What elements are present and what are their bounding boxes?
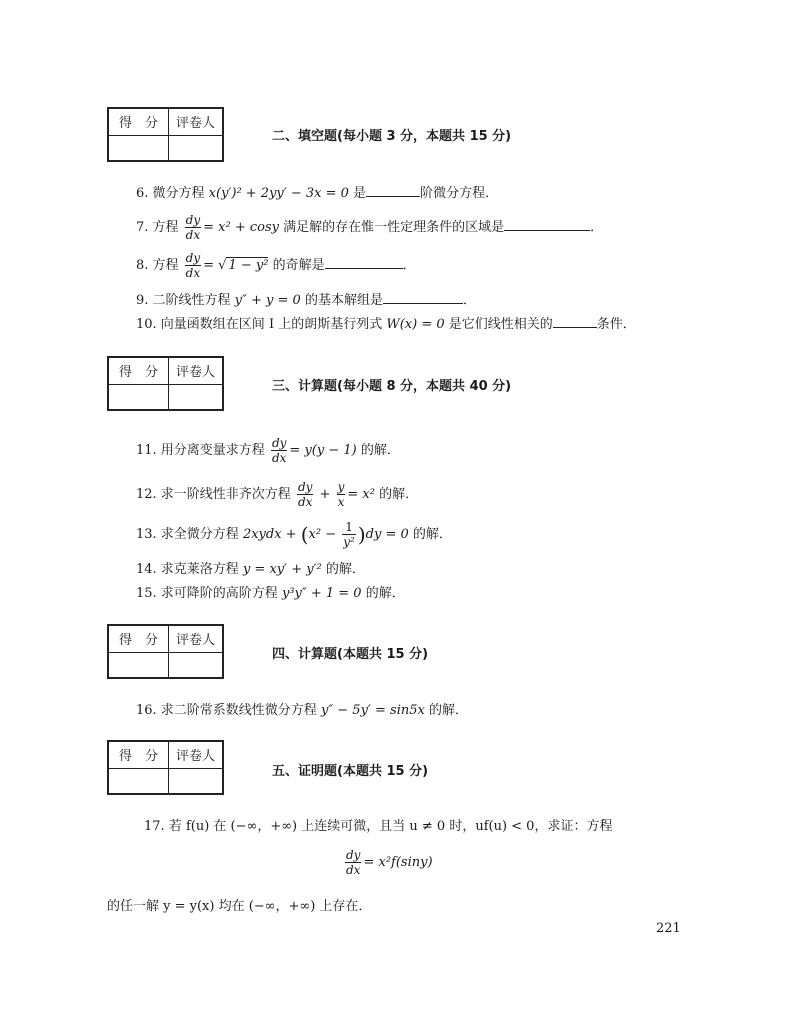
question-17: 17. 若 f(u) 在 (−∞，+∞) 上连续可微，且当 u ≠ 0 时，uf(u) < 0，求证：方程 xyxy=(144,819,613,834)
score-box xyxy=(107,356,224,411)
question-9: 9. 二阶线性方程 y″ + y = 0 的基本解组是 ． xyxy=(136,293,476,308)
page-number: 221 xyxy=(656,921,681,936)
question-11: 11. 用分离变量求方程 $\frac{dy}{dx}$ = y(y − 1) 的解． xyxy=(136,436,400,465)
question-12: 12. 求一阶线性非齐次方程 $\frac{dy}{dx}$ + $\frac{y}{x}$ = x² 的解． xyxy=(136,480,419,509)
score-label: 得 分 xyxy=(119,116,159,131)
score-box xyxy=(107,107,224,162)
question-8: 8. 方程 $\frac{dy}{dx}$ = √ 1 − y² 的奇解是 ． xyxy=(136,251,416,280)
question-14: 14. 求克莱洛方程 y = xy′ + y′² 的解． xyxy=(136,562,365,577)
grader-label: 评卷人 xyxy=(176,633,216,648)
question-13: 13. 求全微分方程 2xydx + (x² − $\frac{1}{\text{y²}}$ )dy = 0 的解． xyxy=(136,520,452,549)
question-17-conclusion: 的任一解 y = y(x) 均在 (−∞，+∞) 上存在． xyxy=(107,899,372,914)
section-title-fill: 二、填空题(每小题 3 分，本题共 15 分) xyxy=(272,129,512,144)
question-16: 16. 求二阶常系数线性微分方程 y″ − 5y′ = sin5x 的解． xyxy=(136,703,468,718)
grader-label: 评卷人 xyxy=(176,116,216,131)
score-label: 得 分 xyxy=(119,365,159,380)
score-label: 得 分 xyxy=(119,633,159,648)
grader-label: 评卷人 xyxy=(176,365,216,380)
question-10: 10. 向量函数组在区间 I 上的朗斯基行列式 W(x) = 0 是它们线性相关的 条件． xyxy=(136,317,636,332)
score-box xyxy=(107,624,224,679)
question-6: 6. 微分方程 x(y′)² + 2yy′ − 3x = 0 是 阶微分方程． xyxy=(136,186,499,201)
score-label: 得 分 xyxy=(119,749,159,764)
score-box xyxy=(107,740,224,795)
section-title-calc2: 四、计算题(本题共 15 分) xyxy=(272,647,429,662)
grader-label: 评卷人 xyxy=(176,749,216,764)
question-7: 7. 方程 $\frac{dy}{dx}$ = x² + cosy 满足解的存在惟一性定理条件的区域是 ． xyxy=(136,213,604,242)
question-15: 15. 求可降阶的高阶方程 y³y″ + 1 = 0 的解． xyxy=(136,586,405,601)
question-17-equation: $\frac{dy}{dx}$ = x²f(siny) xyxy=(346,848,433,877)
section-title-proof: 五、证明题(本题共 15 分) xyxy=(272,764,429,779)
section-title-calc: 三、计算题(每小题 8 分，本题共 40 分) xyxy=(272,379,512,394)
